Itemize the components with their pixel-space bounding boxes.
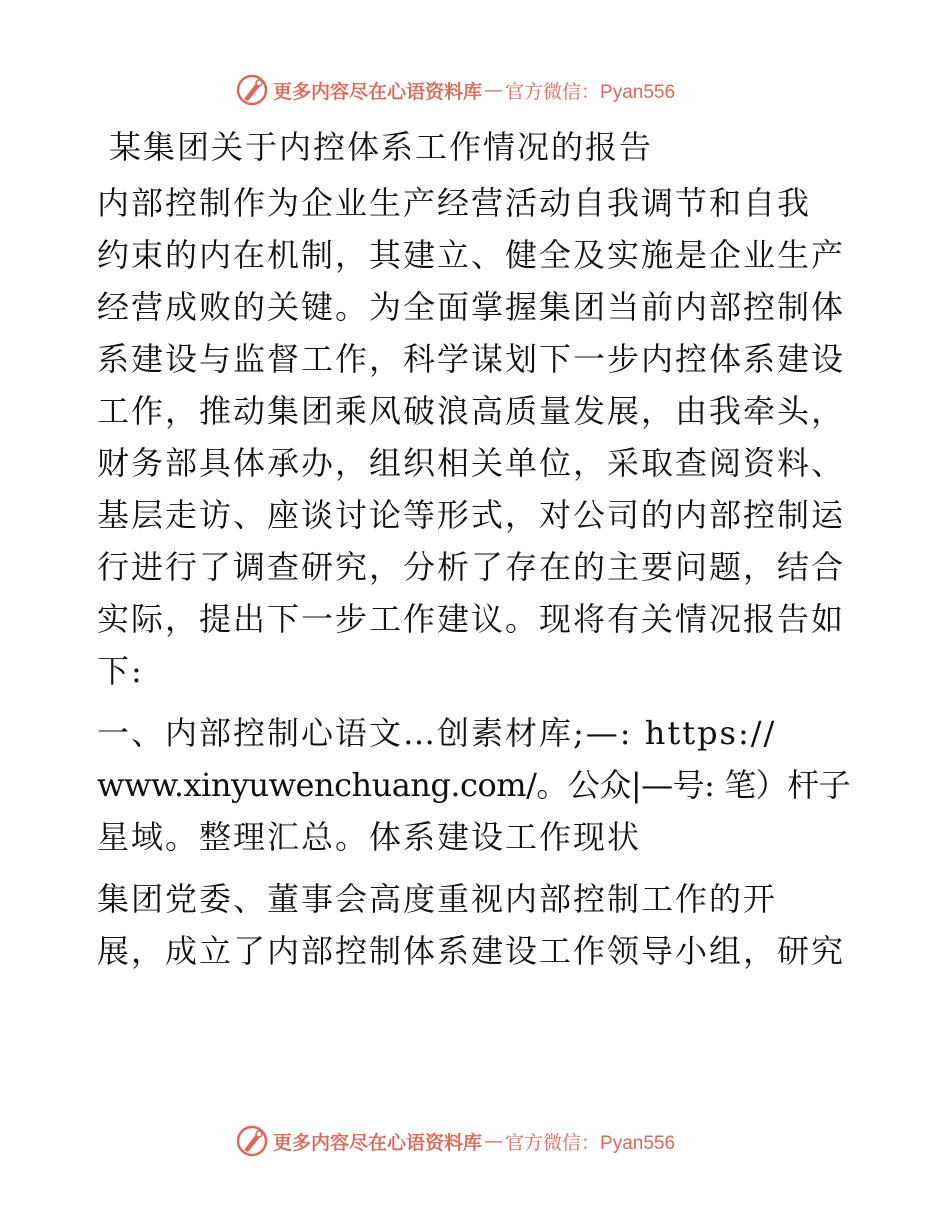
banner-wechat: 官方微信：Pyan556	[505, 1132, 676, 1154]
text-line: 约束的内在机制，其建立、健全及实施是企业生产	[97, 236, 846, 274]
text-line: 下:	[97, 652, 144, 690]
text-line: 行进行了调查研究，分析了存在的主要问题，结合	[97, 548, 846, 586]
banner-separator: —	[484, 1130, 504, 1152]
paragraph-status	[97, 873, 853, 977]
text-line: 一、内部控制心语文…创素材库;—: https://	[97, 714, 777, 752]
header-watermark-banner	[235, 72, 715, 108]
text-line: 工作，推动集团乘风破浪高质量发展，由我牵头，	[97, 392, 846, 430]
text-line: www.xinyuwenchuang.com/。公众|—号: 笔）杆子	[97, 766, 851, 804]
document-body	[97, 125, 853, 987]
text-line: 财务部具体承办，组织相关单位，采取查阅资料、	[97, 444, 846, 482]
banner-separator: —	[484, 79, 504, 101]
footer-watermark-banner	[235, 1123, 715, 1159]
text-line: 经营成败的关键。为全面掌握集团当前内部控制体	[97, 288, 846, 326]
banner-site-name: 更多内容尽在心语资料库	[273, 1131, 483, 1154]
banner-wechat: 官方微信：Pyan556	[505, 81, 676, 103]
document-title: 某集团关于内控体系工作情况的报告	[109, 128, 654, 166]
text-line: 基层走访、座谈讨论等形式，对公司的内部控制运	[97, 496, 846, 534]
pen-logo-icon	[235, 1124, 269, 1158]
text-line: 实际，提出下一步工作建议。现将有关情况报告如	[97, 600, 846, 638]
text-line: 集团党委、董事会高度重视内部控制工作的开	[97, 880, 778, 918]
text-line: 星域。整理汇总。体系建设工作现状	[97, 818, 642, 856]
paragraph-section-one	[97, 707, 853, 863]
text-line: 系建设与监督工作，科学谋划下一步内控体系建设	[97, 340, 846, 378]
pen-logo-icon	[235, 73, 269, 107]
text-line: 内部控制作为企业生产经营活动自我调节和自我	[97, 184, 812, 222]
banner-site-name: 更多内容尽在心语资料库	[273, 80, 483, 103]
text-line: 展，成立了内部控制体系建设工作领导小组，研究	[97, 932, 846, 970]
paragraph-intro	[97, 177, 853, 697]
